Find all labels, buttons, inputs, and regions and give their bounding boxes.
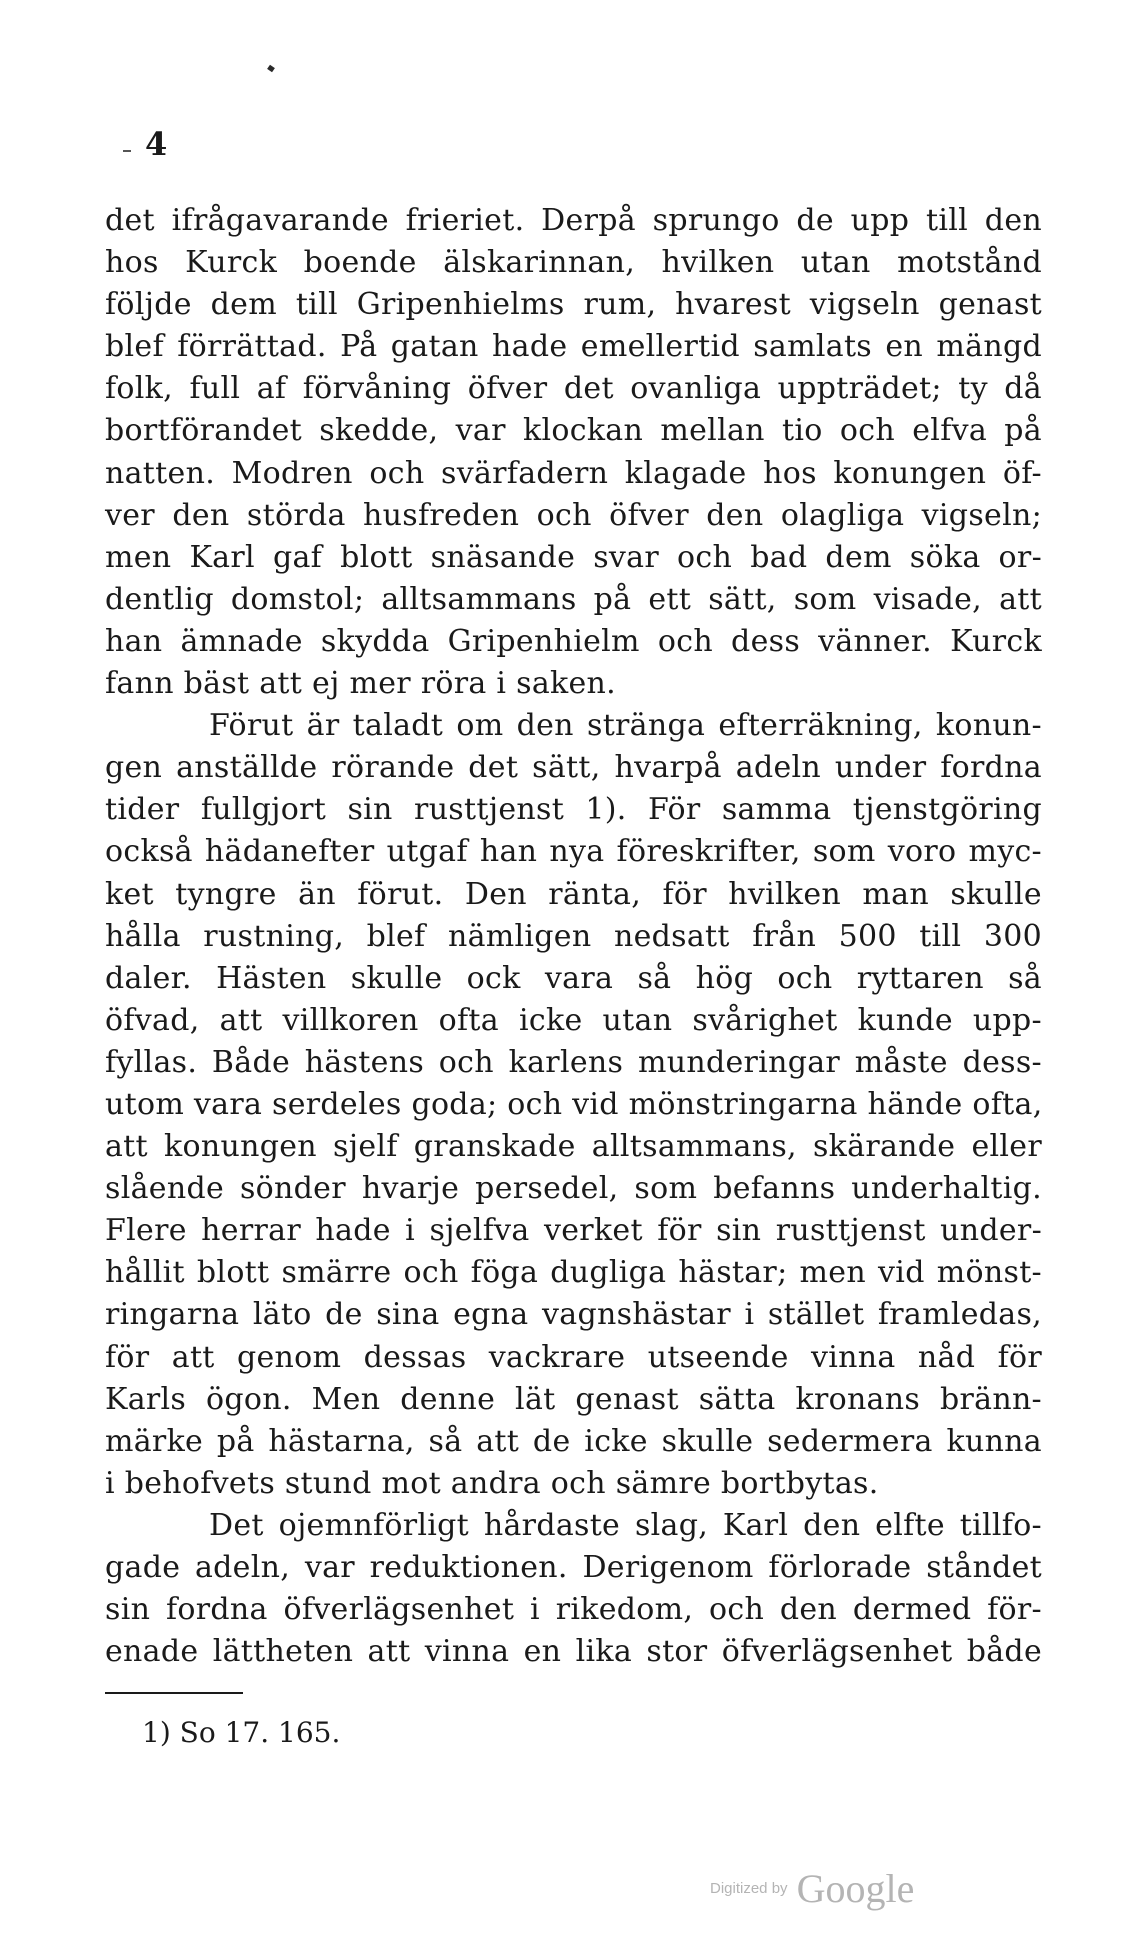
text-line: Förut är taladt om den stränga efterräkning, konun- xyxy=(209,708,1042,744)
page-number: 4 xyxy=(145,125,168,163)
text-line: gade adeln, var reduktionen. Derigenom förlorade ståndet xyxy=(105,1550,1042,1585)
text-line: Flere herrar hade i sjelfva verket för sin rusttjenst under- xyxy=(105,1213,1042,1249)
ink-speck xyxy=(267,65,275,73)
footnote: 1) So 17. 165. xyxy=(142,1716,341,1749)
text-line: men Karl gaf blott snäsande svar och bad dem söka or- xyxy=(105,539,1042,575)
text-line: sin fordna öfverlägsenhet i rikedom, och den dermed för- xyxy=(105,1592,1042,1628)
text-line: ringarna läto de sina egna vagnshästar i stället framledas, xyxy=(105,1297,1042,1333)
text-line: slående sönder hvarje persedel, som befanns underhaltig. xyxy=(105,1171,1042,1207)
text-line: tider fullgjort sin rusttjenst 1). För samma tjenstgöring xyxy=(105,792,1042,828)
text-line: Det ojemnförligt hårdaste slag, Karl den elfte tillfo- xyxy=(209,1507,1042,1543)
text-line: Karls ögon. Men denne lät genast sätta kronans bränn- xyxy=(105,1381,1042,1417)
text-line: fann bäst att ej mer röra i saken. xyxy=(105,666,617,702)
text-line: hålla rustning, blef nämligen nedsatt från 500 till 300 xyxy=(105,918,1042,954)
text-line: att konungen sjelf granskade alltsammans, skärande eller xyxy=(105,1129,1042,1165)
text-line: natten. Modren och svärfadern klagade hos konungen öf- xyxy=(105,455,1042,491)
text-line: blef förrättad. På gatan hade emellertid samlats en mängd xyxy=(105,329,1042,365)
google-logo: Google xyxy=(796,1866,915,1911)
text-line: daler. Hästen skulle ock vara så hög och ryttaren så xyxy=(105,960,1042,996)
text-line: folk, full af förvåning öfver det ovanliga uppträdet; ty då xyxy=(105,371,1042,407)
text-line: han ämnade skydda Gripenhielm och dess vänner. Kurck xyxy=(105,623,1042,659)
text-line: dentlig domstol; alltsammans på ett sätt, som visade, att xyxy=(105,581,1042,617)
text-line: fyllas. Både hästens och karlens munderingar måste dess- xyxy=(105,1044,1042,1080)
text-line: för att genom dessas vackrare utseende vinna nåd för xyxy=(105,1339,1042,1375)
text-line: bortförandet skedde, var klockan mellan tio och elfva på xyxy=(105,413,1042,449)
text-line: enade lättheten att vinna en lika stor öfverlägsenhet både xyxy=(105,1634,1042,1670)
text-line: gen anställde rörande det sätt, hvarpå adeln under fordna xyxy=(105,750,1042,786)
text-line: följde dem till Gripenhielms rum, hvarest vigseln genast xyxy=(105,287,1042,323)
text-line: hållit blott smärre och föga dugliga hästar; men vid mönst- xyxy=(105,1255,1042,1291)
watermark-prefix: Digitized by xyxy=(710,1880,788,1897)
text-line: öfvad, att villkoren ofta icke utan svårighet kunde upp- xyxy=(105,1002,1042,1038)
page-number-dash xyxy=(123,150,131,152)
text-line: det ifrågavarande frieriet. Derpå sprungo de upp till den xyxy=(105,203,1042,238)
text-line: hos Kurck boende älskarinnan, hvilken utan motstånd xyxy=(105,245,1042,281)
digitized-watermark xyxy=(710,1865,914,1912)
text-line: i behofvets stund mot andra och sämre bortbytas. xyxy=(105,1465,879,1501)
text-line: utom vara serdeles goda; och vid mönstringarna hände ofta, xyxy=(105,1086,1043,1122)
text-line: ver den störda husfreden och öfver den olagliga vigseln; xyxy=(105,497,1042,533)
text-line: ket tyngre än förut. Den ränta, för hvilken man skulle xyxy=(105,876,1042,912)
body-text xyxy=(105,200,1042,1673)
footnote-rule xyxy=(105,1692,243,1694)
text-line: också hädanefter utgaf han nya föreskrifter, som voro myc- xyxy=(105,834,1042,870)
text-line: märke på hästarna, så att de icke skulle sedermera kunna xyxy=(105,1423,1042,1459)
